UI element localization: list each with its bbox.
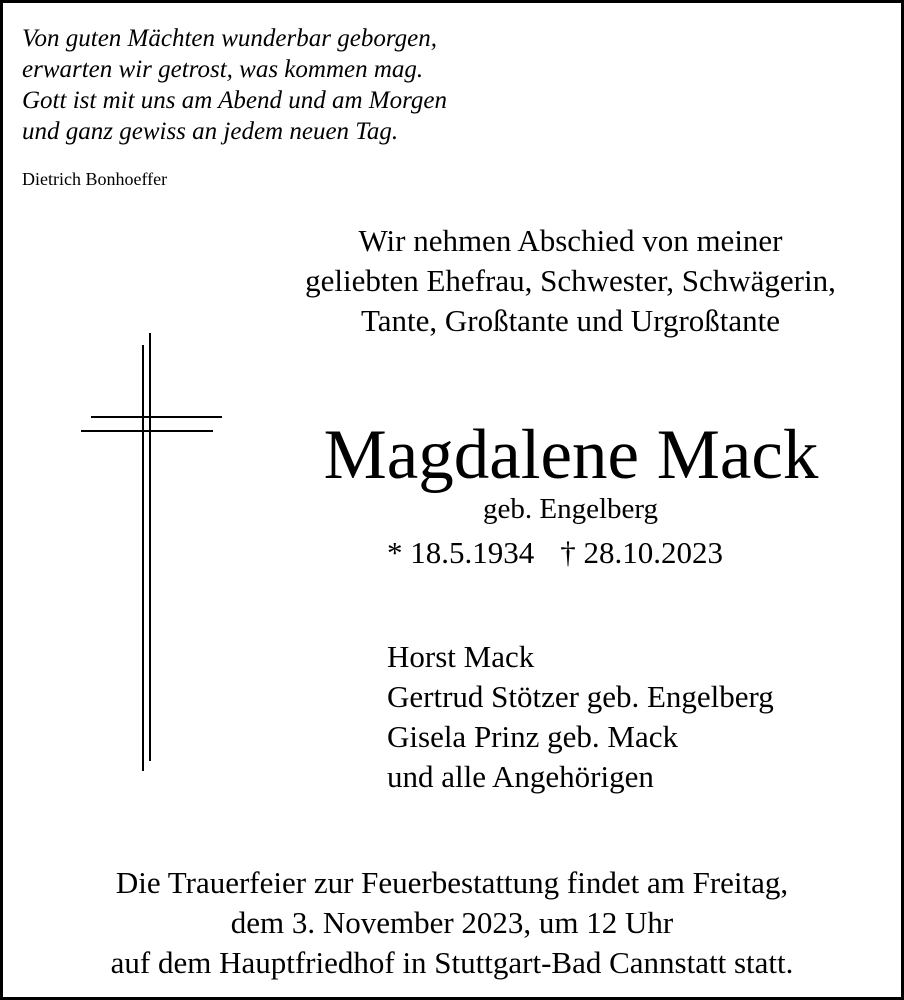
cross-icon (77, 329, 227, 784)
death-date: † 28.10.2023 (560, 535, 723, 570)
mourner-name: Gertrud Stötzer geb. Engelberg (387, 679, 774, 714)
intro-line: Tante, Großtante und Urgroßtante (360, 303, 781, 338)
quote-line: erwarten wir getrost, was kommen mag. (22, 56, 424, 83)
mourners-list (387, 637, 774, 797)
birth-date: * 18.5.1934 (387, 535, 535, 570)
farewell-intro (268, 221, 873, 341)
mourner-name: und alle Angehörigen (387, 759, 654, 794)
service-line: Die Trauerfeier zur Feuerbestattung findet am Freitag, (115, 865, 789, 900)
maiden-name: geb. Engelberg (482, 493, 659, 525)
intro-line: Wir nehmen Abschied von meiner (358, 223, 783, 258)
deceased-name: Magdalene Mack (323, 416, 819, 494)
quote-author: Dietrich Bonhoeffer (22, 169, 168, 189)
quote-line: Von guten Mächten wunderbar geborgen, (22, 25, 437, 52)
service-line: dem 3. November 2023, um 12 Uhr (230, 905, 674, 940)
life-dates (387, 533, 723, 573)
intro-line: geliebten Ehefrau, Schwester, Schwägerin, (305, 263, 836, 298)
quote-line: und ganz gewiss an jedem neuen Tag. (22, 118, 399, 145)
bonhoeffer-quote (22, 23, 447, 147)
mourner-name: Gisela Prinz geb. Mack (387, 719, 678, 754)
mourner-name: Horst Mack (387, 639, 535, 674)
quote-line: Gott ist mit uns am Abend und am Morgen (22, 87, 447, 114)
funeral-service-info (3, 863, 901, 983)
service-line: auf dem Hauptfriedhof in Stuttgart-Bad Cannstatt statt. (110, 945, 794, 980)
